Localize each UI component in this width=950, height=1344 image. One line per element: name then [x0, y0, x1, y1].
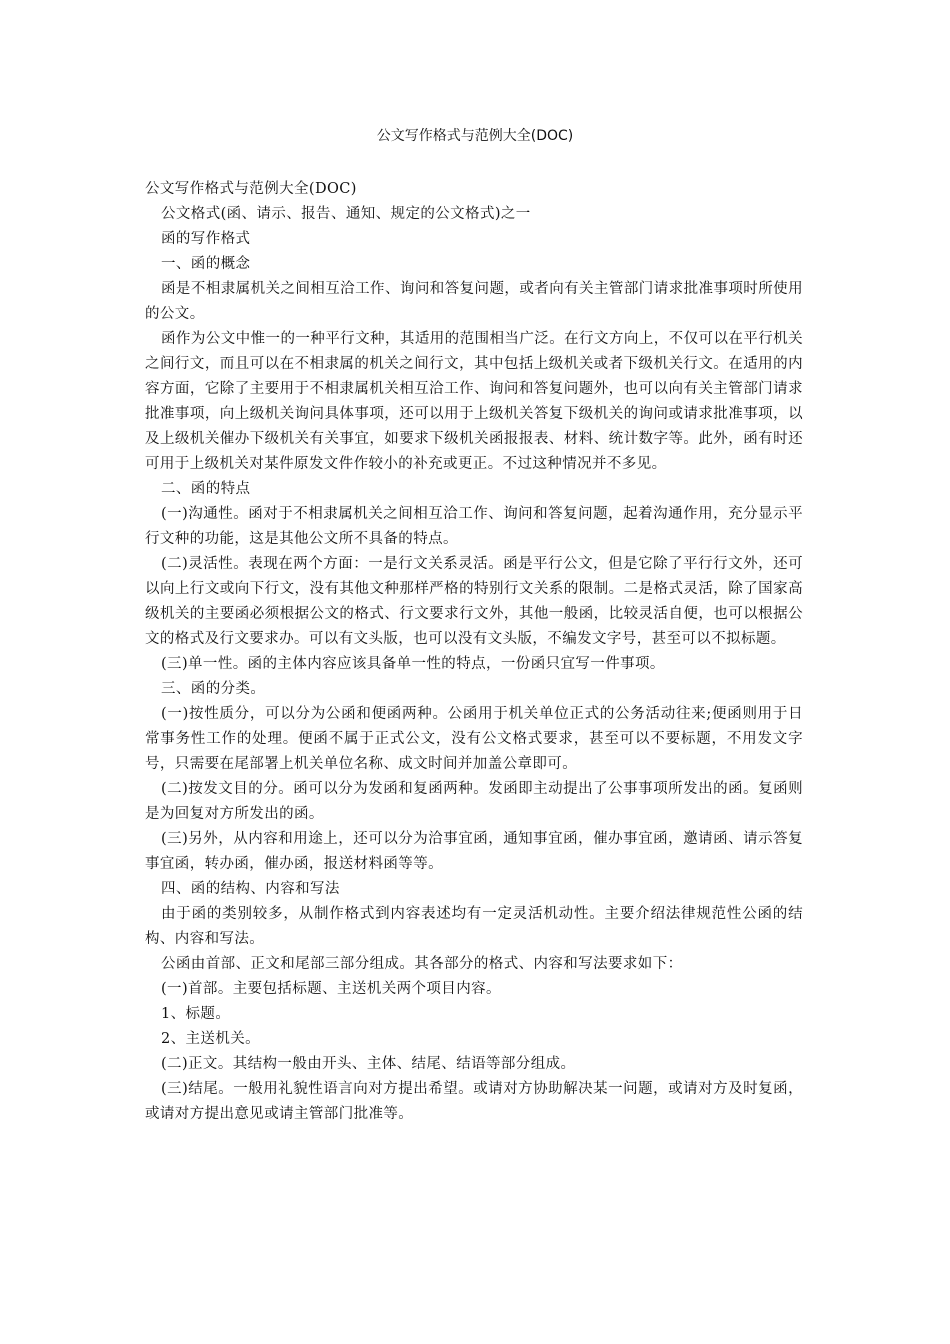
paragraph: (二)灵活性。表现在两个方面：一是行文关系灵活。函是平行公文，但是它除了平行行文外，还可以向上行文或向下行文，没有其他文种那样严格的特别行文关系的限制。二是格式灵活，除了国家高级机关的主要函必须根据公文的格式、行文要求行文外，其他一般函，比较灵活自便，也可以根据公文的格式及行文要求办。可以有文头版，也可以没有文头版，不编发文字号，甚至可以不拟标题。: [145, 556, 803, 647]
paragraph: 由于函的类别较多，从制作格式到内容表述均有一定灵活机动性。主要介绍法律规范性公函的结构、内容和写法。: [145, 906, 803, 947]
paragraph: 函是不相隶属机关之间相互洽工作、询问和答复问题，或者向有关主管部门请求批准事项时所使用的公文。: [145, 281, 803, 322]
section-heading: 四、函的结构、内容和写法: [161, 881, 340, 897]
paragraph: (二)正文。其结构一般由开头、主体、结尾、结语等部分组成。: [161, 1056, 576, 1072]
paragraph: 函作为公文中惟一的一种平行文种，其适用的范围相当广泛。在行文方向上，不仅可以在平行机关之间行文，而且可以在不相隶属的机关之间行文，其中包括上级机关或者下级机关行文。在适用的内容方面，它除了主要用于不相隶属机关相互洽工作、询问和答复问题外，也可以向有关主管部门请求批准事项，向上级机关询问具体事项，还可以用于上级机关答复下级机关的询问或请求批准事项，以及上级机关催办下级机关有关事宜，如要求下级机关函报报表、材料、统计数字等。此外，函有时还可用于上级机关对某件原发文件作较小的补充或更正。不过这种情况并不多见。: [145, 331, 803, 472]
paragraph: (二)按发文目的分。函可以分为发函和复函两种。发函即主动提出了公事事项所发出的函。复函则是为回复对方所发出的函。: [145, 781, 803, 822]
paragraph: 公文写作格式与范例大全(DOC): [145, 181, 357, 197]
document-body: [145, 177, 803, 1127]
paragraph: (一)沟通性。函对于不相隶属机关之间相互洽工作、询问和答复问题，起着沟通作用，充分显示平行文种的功能，这是其他公文所不具备的特点。: [145, 506, 803, 547]
list-item: 2、主送机关。: [161, 1031, 261, 1047]
paragraph: (一)按性质分，可以分为公函和便函两种。公函用于机关单位正式的公务活动往来;便函则用于日常事务性工作的处理。便函不属于正式公文，没有公文格式要求，甚至可以不要标题，不用发文字号，只需要在尾部署上机关单位名称、成文时间并加盖公章即可。: [145, 706, 803, 772]
paragraph: (一)首部。主要包括标题、主送机关两个项目内容。: [161, 981, 501, 997]
list-item: 1、标题。: [161, 1006, 231, 1022]
section-heading: 二、函的特点: [161, 481, 251, 497]
section-heading: 函的写作格式: [161, 231, 251, 247]
paragraph: (三)单一性。函的主体内容应该具备单一性的特点，一份函只宜写一件事项。: [161, 656, 665, 672]
paragraph: (三)结尾。一般用礼貌性语言向对方提出希望。或请对方协助解决某一问题，或请对方及时复函，或请对方提出意见或请主管部门批准等。: [145, 1081, 803, 1122]
paragraph: 公函由首部、正文和尾部三部分组成。其各部分的格式、内容和写法要求如下：: [161, 956, 683, 972]
paragraph: (三)另外，从内容和用途上，还可以分为洽事宜函，通知事宜函，催办事宜函，邀请函、请示答复事宜函，转办函，催办函，报送材料函等等。: [145, 831, 803, 872]
section-heading: 一、函的概念: [161, 256, 251, 272]
document-title: 公文写作格式与范例大全(DOC): [376, 128, 574, 144]
paragraph: 公文格式(函、请示、报告、通知、规定的公文格式)之一: [161, 206, 531, 222]
section-heading: 三、函的分类。: [161, 681, 266, 697]
